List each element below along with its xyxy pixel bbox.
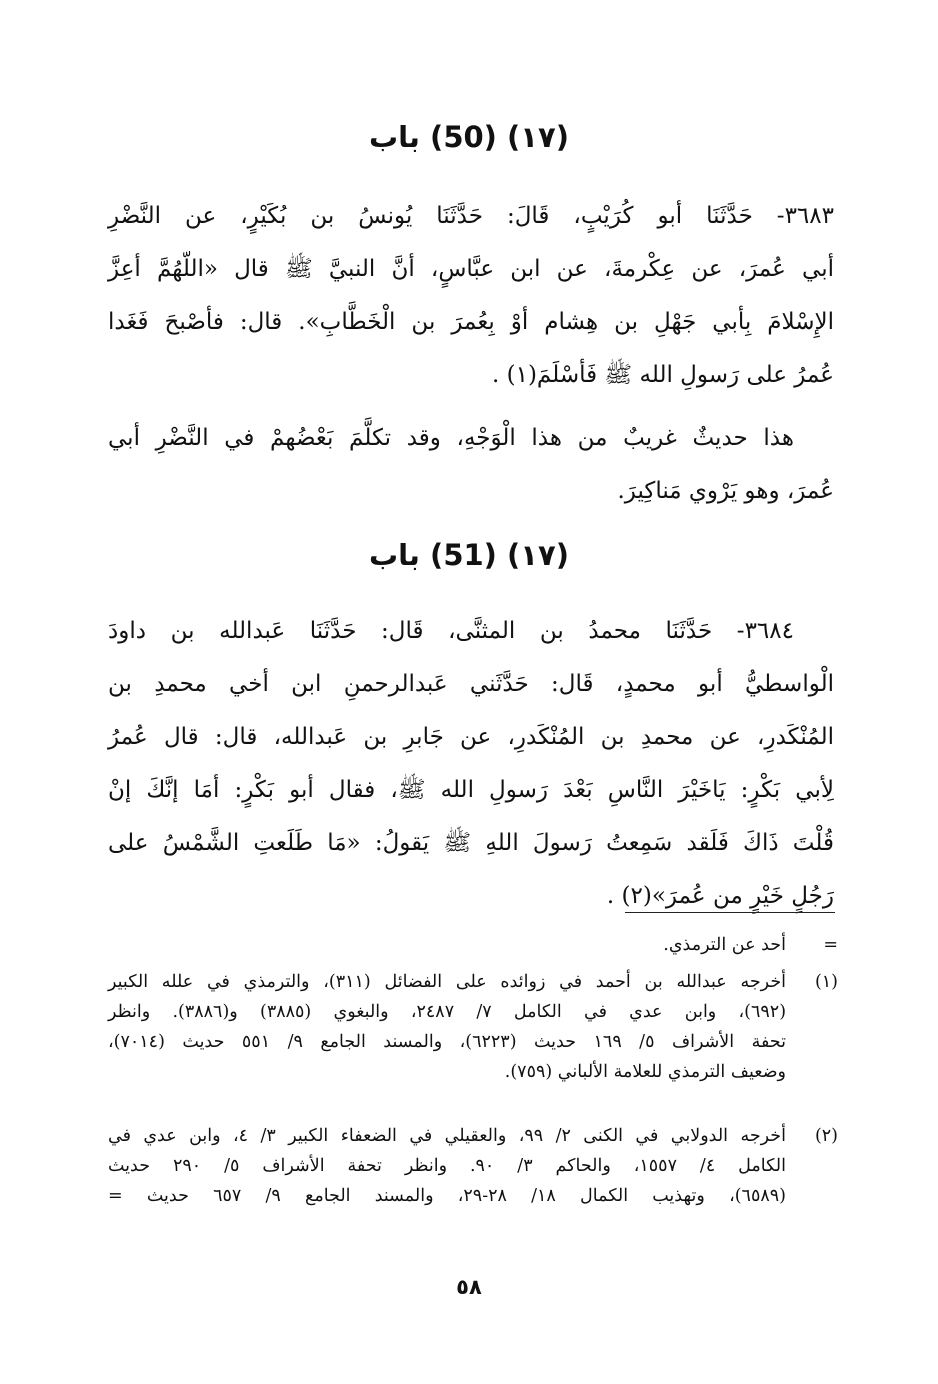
footnote-line: وضعيف الترمذي للعلامة الألباني (٧٥٩). (504, 1062, 786, 1082)
hadith-line: أبي عُمرَ، عن عِكْرمةَ، عن ابن عبَّاسٍ، أنَّ النبيَّ ﷺ قال «اللّهُمَّ أعِزَّ (108, 256, 834, 282)
footnote-line: تحفة الأشراف ٥/ ١٦٩ حديث (٦٢٢٣)، والمسند الجامع ٩/ ٥٥١ حديث (٧٠١٤)، (108, 1032, 786, 1052)
footnote-line: (٦٩٢)، وابن عدي في الكامل ٧/ ٢٤٨٧، والبغوي (٣٨٨٥) و(٣٨٨٦). وانظر (108, 1002, 787, 1022)
footnote-number: (٢) (814, 1126, 838, 1146)
comment-line: عُمرَ، وهو يَرْوي مَناكِيرَ. (617, 478, 834, 504)
hadith-line: عُمرُ على رَسولِ الله ﷺ فَأسْلَمَ(١) . (491, 362, 834, 388)
hadith-line: قُلْتَ ذَاكَ فَلَقد سَمِعتُ رَسولَ اللهِ ﷺ يَقولُ: «مَا طَلَعتِ الشَّمْسُ على (108, 830, 834, 856)
footnote-line: أحد عن الترمذي. (663, 935, 786, 955)
footnote-line: أخرجه الدولابي في الكنى ٢/ ٩٩، والعقيلي في الضعفاء الكبير ٣/ ٤، وابن عدي في (108, 1126, 786, 1146)
hadith-line: ٣٦٨٣- حَدَّثَنَا أبو كُرَيْبٍ، قَالَ: حَدَّثَنَا يُونسُ بن بُكَيْرٍ، عن النَّضْرِ (108, 203, 834, 229)
hadith-line: ٣٦٨٤- حَدَّثَنَا محمدُ بن المثنَّى، قَال: حَدَّثَنَا عَبدالله بن داودَ (108, 618, 794, 644)
comment-line: هذا حديثٌ غريبٌ من هذا الْوَجْهِ، وقد تكلَّمَ بَعْضُهمْ في النَّضْرِ أبي (108, 425, 794, 451)
hadith-line: المُنْكَدرِ، عن محمدِ بن المُنْكَدرِ، عن جَابرِ بن عَبدالله، قال: قال عُمرُ (108, 724, 834, 750)
footnotes (108, 0, 838, 1384)
chapter-heading-50: (١٧) (50) باب (369, 120, 569, 154)
footnote-line: أخرجه عبدالله بن أحمد في زوائده على الفضائل (٣١١)، والترمذي في علله الكبير (108, 972, 786, 992)
page-number: ٥٨ (456, 1275, 482, 1299)
chapter-heading-51: (١٧) (51) باب (369, 538, 569, 572)
hadith-line: الْواسطيُّ أبو محمدٍ، قَال: حَدَّثَني عَبدالرحمنِ ابن أخي محمدِ بن (108, 671, 834, 697)
footnote-number: (١) (814, 972, 838, 992)
footnote-line: (٦٥٨٩)، وتهذيب الكمال ١٨/ ٢٨-٢٩، والمسند الجامع ٩/ ٦٥٧ حديث = (108, 1186, 786, 1206)
footnote-line: الكامل ٤/ ١٥٥٧، والحاكم ٣/ ٩٠. وانظر تحفة الأشراف ٥/ ٢٩٠ حديث (108, 1156, 786, 1176)
hadith-line: الإِسْلامَ بِأبي جَهْلِ بن هِشام أوْ بِعُمرَ بن الْخَطَّابِ». قال: فأصْبحَ فَغَدا (108, 309, 834, 335)
hadith-line: لِأبي بَكْرٍ: يَاخَيْرَ النَّاسِ بَعْدَ رَسولِ الله ﷺ، فقال أبو بَكْرٍ: أمَا إنَّكَ إنْ (108, 777, 834, 803)
hadith-line: رَجُلٍ خَيْرٍ من عُمرَ»(٢) . (606, 883, 834, 909)
continuation-marker: = (823, 935, 838, 955)
